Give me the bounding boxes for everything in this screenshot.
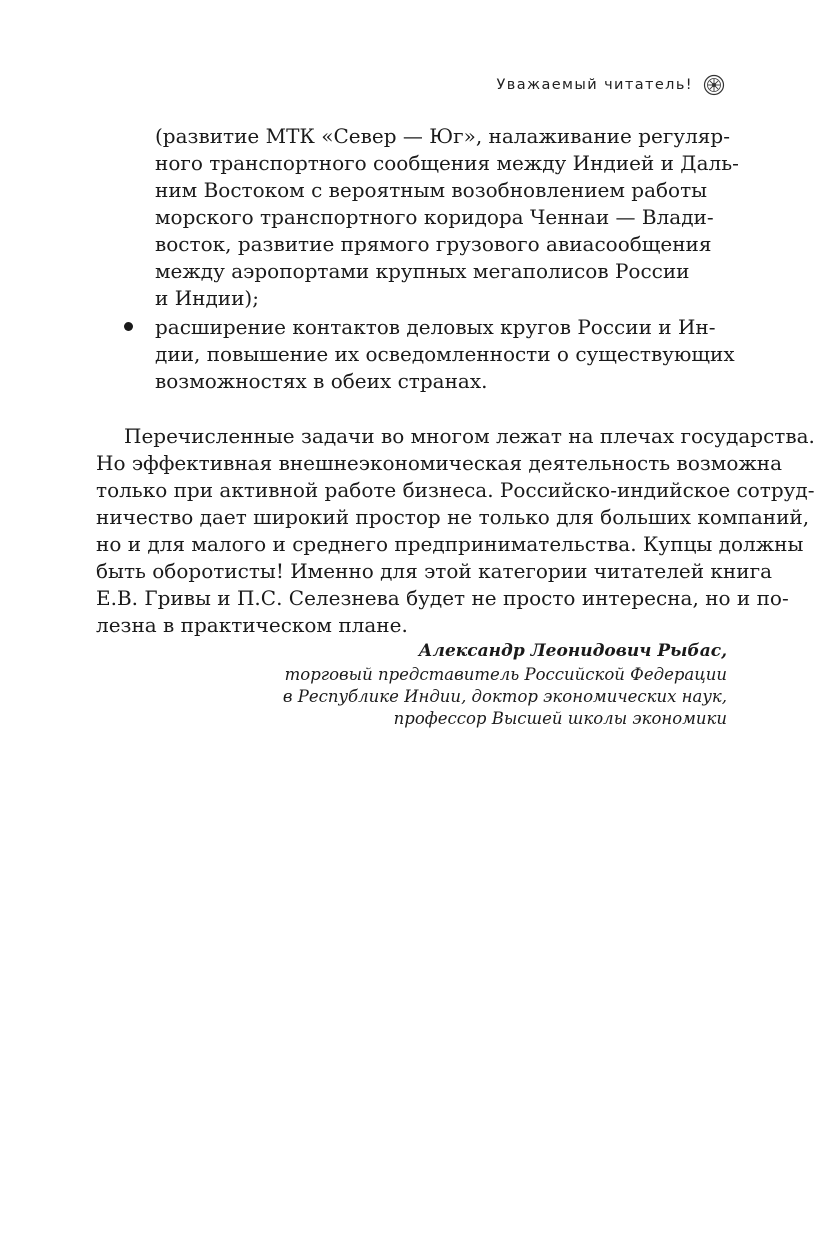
paragraph-line-1: Перечисленные задачи во многом лежат на плечах государства. <box>124 424 815 448</box>
signature-title-line-3: профессор Высшей школы экономики <box>393 709 727 728</box>
paragraph-line-6: быть оборотисты! Именно для этой категории читателей книга <box>96 559 772 583</box>
list-continued-line-5: восток, развитие прямого грузового авиасообщения <box>155 232 712 256</box>
bullet-marker <box>124 322 133 331</box>
paragraph-line-4: ничество дает широкий простор не только для больших компаний, <box>96 505 810 529</box>
signature-name: Александр Леонидович Рыбас, <box>418 641 727 661</box>
paragraph-line-8: лезна в практическом плане. <box>96 613 408 637</box>
paragraph-line-7: Е.В. Гривы и П.С. Селезнева будет не просто интересна, но и по- <box>96 586 789 610</box>
paragraph-line-3: только при активной работе бизнеса. Российско-индийское сотруд- <box>96 478 815 502</box>
list-bullet-line-2: дии, повышение их осведомленности о существующих <box>155 342 735 366</box>
signature-title-line-2: в Республике Индии, доктор экономических наук, <box>282 687 727 706</box>
list-continued-line-7: и Индии); <box>155 286 259 310</box>
paragraph-line-2: Но эффективная внешнеэкономическая деятельность возможна <box>96 451 783 475</box>
list-continued-line-3: ним Востоком с вероятным возобновлением работы <box>155 178 708 202</box>
running-head <box>497 74 725 96</box>
paragraph-line-5: но и для малого и среднего предпринимательства. Купцы должны <box>96 532 804 556</box>
signature-title-line-1: торговый представитель Российской Федерации <box>284 665 727 684</box>
running-title: Уважаемый читатель! <box>496 77 693 93</box>
list-continued-line-2: ного транспортного сообщения между Индией и Даль- <box>155 151 739 175</box>
list-bullet-line-1: расширение контактов деловых кругов России и Ин- <box>155 315 716 339</box>
list-continued-line-1: (развитие МТК «Север — Юг», налаживание регуляр- <box>155 124 730 148</box>
list-continued-line-4: морского транспортного коридора Ченнаи — Влади- <box>155 205 714 229</box>
list-continued-line-6: между аэропортами крупных мегаполисов России <box>155 259 690 283</box>
rosette-icon <box>703 74 725 96</box>
list-bullet-line-3: возможностях в обеих странах. <box>155 369 488 393</box>
